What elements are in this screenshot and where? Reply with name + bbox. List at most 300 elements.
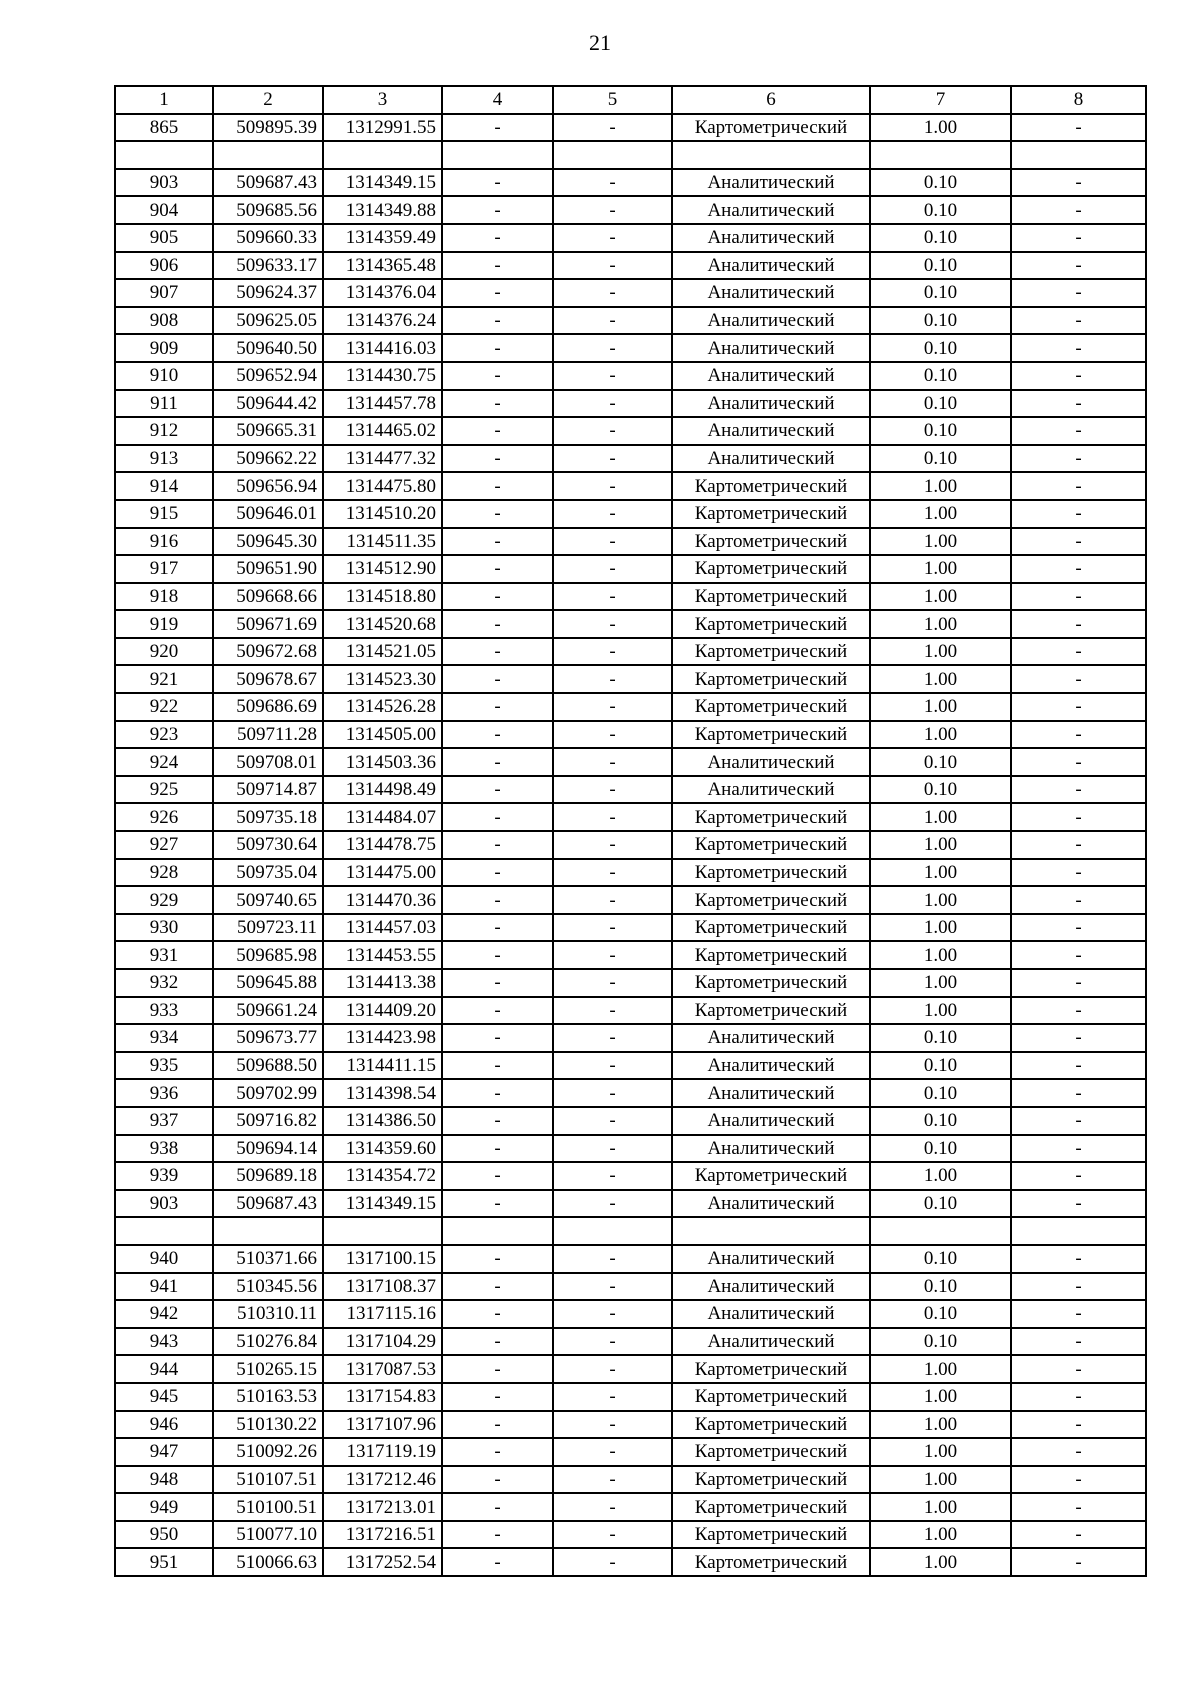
col-8-cell: - [1011,334,1146,362]
y-coordinate-cell: 1314512.90 [323,555,442,583]
table-row [115,1493,1146,1521]
method-cell: Аналитический [672,1052,870,1080]
accuracy-cell: 1.00 [870,610,1011,638]
col-8-cell: - [1011,307,1146,335]
x-coordinate-cell: 510066.63 [213,1548,323,1576]
table-row [115,279,1146,307]
accuracy-cell: 0.10 [870,169,1011,197]
col-5-cell: - [553,1438,672,1466]
method-cell: Картометрический [672,500,870,528]
method-cell: Картометрический [672,114,870,142]
point-number-cell: 911 [115,390,213,418]
method-cell: Аналитический [672,1135,870,1163]
point-number-cell: 940 [115,1245,213,1273]
col-5-cell: - [553,1466,672,1494]
col-4-cell: - [442,555,553,583]
method-cell: Аналитический [672,748,870,776]
y-coordinate-cell: 1314413.38 [323,969,442,997]
col-8-cell [1011,141,1146,169]
col-5-cell [553,141,672,169]
y-coordinate-cell: 1317108.37 [323,1273,442,1301]
col-4-cell: - [442,1466,553,1494]
x-coordinate-cell: 510092.26 [213,1438,323,1466]
x-coordinate-cell: 510107.51 [213,1466,323,1494]
y-coordinate-cell: 1314457.03 [323,914,442,942]
col-5-cell: - [553,555,672,583]
table-row [115,1438,1146,1466]
col-4-cell: - [442,748,553,776]
table-row [115,610,1146,638]
method-cell: Картометрический [672,665,870,693]
x-coordinate-cell: 510310.11 [213,1300,323,1328]
column-header-7: 7 [870,86,1011,114]
table-row [115,1328,1146,1356]
point-number-cell: 945 [115,1383,213,1411]
table-row [115,1245,1146,1273]
x-coordinate-cell: 510100.51 [213,1493,323,1521]
accuracy-cell: 1.00 [870,1438,1011,1466]
col-8-cell: - [1011,1273,1146,1301]
point-number-cell: 928 [115,859,213,887]
col-8-cell: - [1011,665,1146,693]
accuracy-cell: 1.00 [870,638,1011,666]
x-coordinate-cell: 509702.99 [213,1079,323,1107]
y-coordinate-cell: 1317213.01 [323,1493,442,1521]
column-header-8: 8 [1011,86,1146,114]
col-8-cell: - [1011,224,1146,252]
method-cell: Картометрический [672,1383,870,1411]
col-8-cell: - [1011,528,1146,556]
col-5-cell: - [553,1548,672,1576]
col-4-cell: - [442,307,553,335]
accuracy-cell: 1.00 [870,1466,1011,1494]
method-cell: Картометрический [672,1493,870,1521]
table-row [115,831,1146,859]
col-5-cell: - [553,1300,672,1328]
accuracy-cell: 0.10 [870,1135,1011,1163]
y-coordinate-cell: 1314505.00 [323,721,442,749]
point-number-cell: 908 [115,307,213,335]
x-coordinate-cell: 509716.82 [213,1107,323,1135]
accuracy-cell: 0.10 [870,748,1011,776]
col-4-cell: - [442,1300,553,1328]
col-8-cell: - [1011,803,1146,831]
col-8-cell: - [1011,1548,1146,1576]
col-8-cell: - [1011,279,1146,307]
col-8-cell: - [1011,555,1146,583]
y-coordinate-cell: 1314526.28 [323,693,442,721]
y-coordinate-cell: 1314398.54 [323,1079,442,1107]
col-5-cell: - [553,1328,672,1356]
col-4-cell: - [442,1383,553,1411]
method-cell: Картометрический [672,1162,870,1190]
col-4-cell: - [442,941,553,969]
col-8-cell: - [1011,1328,1146,1356]
y-coordinate-cell: 1314511.35 [323,528,442,556]
accuracy-cell: 0.10 [870,390,1011,418]
col-4-cell: - [442,1273,553,1301]
method-cell: Картометрический [672,941,870,969]
col-8-cell: - [1011,941,1146,969]
table-row [115,1521,1146,1549]
method-cell: Картометрический [672,721,870,749]
col-4-cell: - [442,500,553,528]
col-5-cell: - [553,1135,672,1163]
col-8-cell: - [1011,693,1146,721]
table-row [115,914,1146,942]
accuracy-cell: 1.00 [870,914,1011,942]
col-5-cell: - [553,224,672,252]
col-4-cell: - [442,334,553,362]
x-coordinate-cell: 509730.64 [213,831,323,859]
col-5-cell: - [553,417,672,445]
col-5-cell: - [553,583,672,611]
x-coordinate-cell: 509656.94 [213,472,323,500]
header-row [115,86,1146,114]
accuracy-cell: 1.00 [870,886,1011,914]
col-4-cell: - [442,665,553,693]
x-coordinate-cell: 509673.77 [213,1024,323,1052]
col-5-cell: - [553,1052,672,1080]
table-row [115,859,1146,887]
point-number-cell: 938 [115,1135,213,1163]
method-cell: Аналитический [672,1190,870,1218]
table-row [115,693,1146,721]
col-8-cell: - [1011,859,1146,887]
y-coordinate-cell: 1314354.72 [323,1162,442,1190]
y-coordinate-cell: 1317119.19 [323,1438,442,1466]
col-4-cell: - [442,776,553,804]
accuracy-cell: 0.10 [870,1052,1011,1080]
y-coordinate-cell: 1317087.53 [323,1355,442,1383]
col-4-cell: - [442,886,553,914]
col-4-cell: - [442,1328,553,1356]
col-4-cell: - [442,1493,553,1521]
x-coordinate-cell: 509662.22 [213,445,323,473]
col-4-cell: - [442,472,553,500]
col-4-cell: - [442,969,553,997]
y-coordinate-cell: 1314453.55 [323,941,442,969]
y-coordinate-cell: 1314470.36 [323,886,442,914]
y-coordinate-cell: 1317104.29 [323,1328,442,1356]
table-row [115,334,1146,362]
y-coordinate-cell [323,141,442,169]
table-row [115,1548,1146,1576]
x-coordinate-cell: 509688.50 [213,1052,323,1080]
method-cell: Аналитический [672,1107,870,1135]
column-header-6: 6 [672,86,870,114]
col-5-cell: - [553,1493,672,1521]
x-coordinate-cell: 509694.14 [213,1135,323,1163]
col-5-cell: - [553,776,672,804]
col-5-cell: - [553,362,672,390]
col-8-cell: - [1011,169,1146,197]
table-row [115,362,1146,390]
point-number-cell: 942 [115,1300,213,1328]
col-5-cell: - [553,445,672,473]
col-4-cell: - [442,803,553,831]
col-4-cell: - [442,362,553,390]
col-4-cell: - [442,196,553,224]
method-cell: Аналитический [672,224,870,252]
table-row [115,1162,1146,1190]
accuracy-cell: 0.10 [870,196,1011,224]
col-4-cell: - [442,1190,553,1218]
table-row [115,638,1146,666]
method-cell: Картометрический [672,914,870,942]
point-number-cell: 925 [115,776,213,804]
method-cell: Аналитический [672,334,870,362]
x-coordinate-cell: 509652.94 [213,362,323,390]
method-cell: Аналитический [672,1300,870,1328]
col-5-cell: - [553,665,672,693]
x-coordinate-cell: 509735.04 [213,859,323,887]
col-5-cell: - [553,1273,672,1301]
x-coordinate-cell: 509671.69 [213,610,323,638]
method-cell: Картометрический [672,583,870,611]
y-coordinate-cell: 1314520.68 [323,610,442,638]
y-coordinate-cell: 1317100.15 [323,1245,442,1273]
x-coordinate-cell: 509661.24 [213,997,323,1025]
col-5-cell: - [553,859,672,887]
method-cell: Картометрический [672,1355,870,1383]
table-row [115,1079,1146,1107]
x-coordinate-cell: 509640.50 [213,334,323,362]
accuracy-cell [870,1217,1011,1245]
y-coordinate-cell: 1314478.75 [323,831,442,859]
col-8-cell: - [1011,583,1146,611]
x-coordinate-cell: 509660.33 [213,224,323,252]
point-number-cell: 950 [115,1521,213,1549]
point-number-cell: 919 [115,610,213,638]
col-5-cell: - [553,1521,672,1549]
col-8-cell: - [1011,417,1146,445]
x-coordinate-cell: 509714.87 [213,776,323,804]
col-5-cell: - [553,1411,672,1439]
accuracy-cell: 0.10 [870,307,1011,335]
method-cell: Картометрический [672,610,870,638]
col-5-cell: - [553,1355,672,1383]
col-5-cell: - [553,721,672,749]
accuracy-cell: 0.10 [870,252,1011,280]
col-5-cell: - [553,914,672,942]
point-number-cell [115,1217,213,1245]
col-4-cell: - [442,1162,553,1190]
col-8-cell: - [1011,1438,1146,1466]
x-coordinate-cell: 509708.01 [213,748,323,776]
col-5-cell: - [553,638,672,666]
point-number-cell: 947 [115,1438,213,1466]
y-coordinate-cell: 1314457.78 [323,390,442,418]
col-8-cell: - [1011,1521,1146,1549]
accuracy-cell: 1.00 [870,1383,1011,1411]
x-coordinate-cell: 509668.66 [213,583,323,611]
col-8-cell: - [1011,1245,1146,1273]
col-5-cell: - [553,969,672,997]
y-coordinate-cell: 1314349.15 [323,1190,442,1218]
col-4-cell: - [442,445,553,473]
table-row [115,114,1146,142]
column-header-1: 1 [115,86,213,114]
method-cell: Картометрический [672,638,870,666]
x-coordinate-cell: 509735.18 [213,803,323,831]
point-number-cell: 944 [115,1355,213,1383]
accuracy-cell: 0.10 [870,334,1011,362]
col-5-cell: - [553,307,672,335]
point-number-cell: 951 [115,1548,213,1576]
col-4-cell: - [442,831,553,859]
accuracy-cell: 0.10 [870,1079,1011,1107]
method-cell: Картометрический [672,1521,870,1549]
y-coordinate-cell: 1317115.16 [323,1300,442,1328]
table-row [115,583,1146,611]
col-4-cell: - [442,390,553,418]
point-number-cell: 937 [115,1107,213,1135]
point-number-cell: 943 [115,1328,213,1356]
accuracy-cell: 1.00 [870,472,1011,500]
method-cell: Картометрический [672,555,870,583]
accuracy-cell: 0.10 [870,445,1011,473]
accuracy-cell: 0.10 [870,224,1011,252]
x-coordinate-cell: 509645.30 [213,528,323,556]
accuracy-cell: 0.10 [870,417,1011,445]
table-row [115,1190,1146,1218]
y-coordinate-cell: 1314475.00 [323,859,442,887]
col-4-cell: - [442,638,553,666]
point-number-cell: 930 [115,914,213,942]
y-coordinate-cell: 1314475.80 [323,472,442,500]
point-number-cell: 923 [115,721,213,749]
table-row [115,1024,1146,1052]
table-row [115,169,1146,197]
table-row [115,776,1146,804]
point-number-cell: 903 [115,169,213,197]
col-5-cell: - [553,1079,672,1107]
x-coordinate-cell: 510345.56 [213,1273,323,1301]
y-coordinate-cell: 1314365.48 [323,252,442,280]
col-5-cell: - [553,997,672,1025]
accuracy-cell: 1.00 [870,997,1011,1025]
x-coordinate-cell [213,1217,323,1245]
method-cell: Картометрический [672,1411,870,1439]
x-coordinate-cell: 510163.53 [213,1383,323,1411]
col-4-cell: - [442,1548,553,1576]
col-8-cell: - [1011,1052,1146,1080]
point-number-cell: 916 [115,528,213,556]
y-coordinate-cell: 1314349.15 [323,169,442,197]
col-5-cell: - [553,334,672,362]
point-number-cell: 933 [115,997,213,1025]
column-header-2: 2 [213,86,323,114]
x-coordinate-cell: 509646.01 [213,500,323,528]
col-8-cell: - [1011,1162,1146,1190]
accuracy-cell: 1.00 [870,583,1011,611]
y-coordinate-cell: 1314498.49 [323,776,442,804]
table-row [115,1052,1146,1080]
method-cell: Аналитический [672,417,870,445]
point-number-cell: 914 [115,472,213,500]
method-cell: Аналитический [672,279,870,307]
col-8-cell: - [1011,1493,1146,1521]
y-coordinate-cell: 1314510.20 [323,500,442,528]
method-cell: Картометрический [672,803,870,831]
method-cell: Аналитический [672,390,870,418]
col-8-cell: - [1011,1300,1146,1328]
col-8-cell: - [1011,638,1146,666]
accuracy-cell: 1.00 [870,693,1011,721]
col-4-cell: - [442,1411,553,1439]
x-coordinate-cell: 509685.98 [213,941,323,969]
table-row [115,1273,1146,1301]
table-row [115,1135,1146,1163]
accuracy-cell [870,141,1011,169]
x-coordinate-cell: 510371.66 [213,1245,323,1273]
table-row [115,1217,1146,1245]
column-header-3: 3 [323,86,442,114]
y-coordinate-cell: 1314518.80 [323,583,442,611]
point-number-cell: 906 [115,252,213,280]
point-number-cell: 939 [115,1162,213,1190]
table-row [115,1107,1146,1135]
accuracy-cell: 1.00 [870,528,1011,556]
x-coordinate-cell: 509665.31 [213,417,323,445]
col-8-cell: - [1011,969,1146,997]
method-cell: Картометрический [672,969,870,997]
method-cell: Картометрический [672,472,870,500]
accuracy-cell: 1.00 [870,831,1011,859]
col-4-cell: - [442,224,553,252]
point-number-cell [115,141,213,169]
accuracy-cell: 0.10 [870,1273,1011,1301]
table-row [115,141,1146,169]
table-row [115,941,1146,969]
point-number-cell: 946 [115,1411,213,1439]
point-number-cell: 921 [115,665,213,693]
x-coordinate-cell: 509644.42 [213,390,323,418]
x-coordinate-cell: 510265.15 [213,1355,323,1383]
point-number-cell: 922 [115,693,213,721]
col-8-cell: - [1011,886,1146,914]
x-coordinate-cell: 509711.28 [213,721,323,749]
point-number-cell: 929 [115,886,213,914]
col-8-cell: - [1011,196,1146,224]
accuracy-cell: 0.10 [870,1300,1011,1328]
col-4-cell [442,1217,553,1245]
col-8-cell: - [1011,1411,1146,1439]
page-number: 21 [589,30,611,55]
y-coordinate-cell: 1314349.88 [323,196,442,224]
table-row [115,997,1146,1025]
point-number-cell: 909 [115,334,213,362]
y-coordinate-cell: 1317252.54 [323,1548,442,1576]
point-number-cell: 913 [115,445,213,473]
accuracy-cell: 1.00 [870,941,1011,969]
accuracy-cell: 0.10 [870,776,1011,804]
accuracy-cell: 1.00 [870,555,1011,583]
x-coordinate-cell: 509645.88 [213,969,323,997]
point-number-cell: 927 [115,831,213,859]
x-coordinate-cell: 509685.56 [213,196,323,224]
y-coordinate-cell: 1314411.15 [323,1052,442,1080]
col-5-cell: - [553,390,672,418]
col-8-cell: - [1011,445,1146,473]
col-8-cell: - [1011,997,1146,1025]
col-8-cell: - [1011,1383,1146,1411]
y-coordinate-cell: 1317216.51 [323,1521,442,1549]
table-row [115,196,1146,224]
col-5-cell: - [553,831,672,859]
x-coordinate-cell: 510130.22 [213,1411,323,1439]
